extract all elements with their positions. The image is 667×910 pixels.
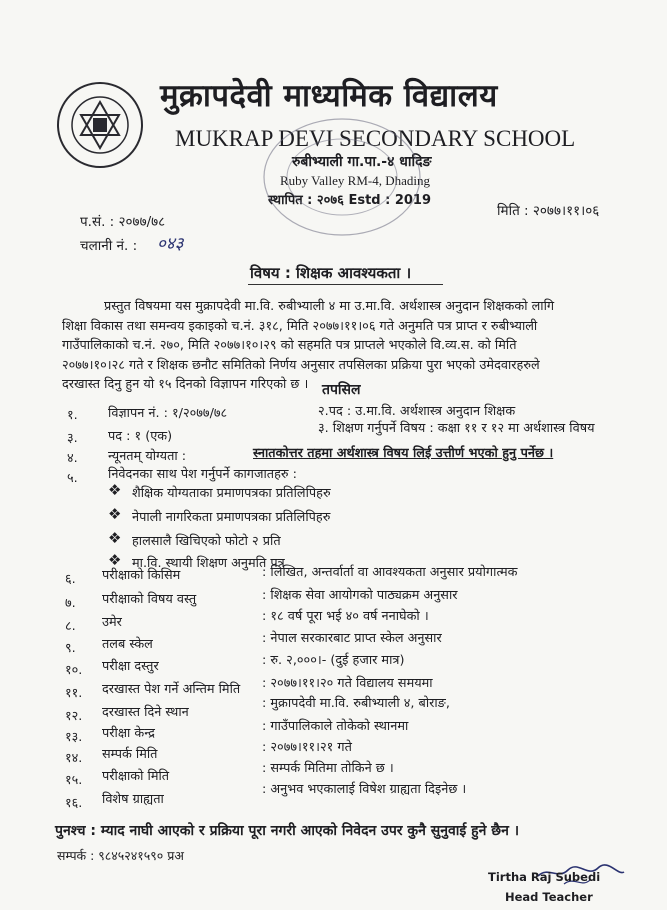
detail-value: : लिखित, अन्तर्वार्ता वा आवश्यकता अनुसार प्रयोगात्मक bbox=[262, 565, 518, 580]
detail-value: : सम्पर्क मितिमा तोकिने छ । bbox=[262, 761, 394, 776]
reference-number: प.सं. : २०७७/७८ bbox=[80, 214, 166, 230]
detail-value: : गाउँपालिकाले तोकेको स्थानमा bbox=[262, 719, 409, 734]
item-label: न्यूनतम् योग्यता : bbox=[108, 449, 187, 464]
item-value: २.पद : उ.मा.वि. अर्थशास्त्र अनुदान शिक्षक bbox=[318, 404, 516, 419]
detail-value: : १८ वर्ष पूरा भई ४० वर्ष ननाघेको । bbox=[262, 609, 429, 624]
item-number: १. bbox=[67, 408, 78, 423]
document-item: मा.वि. स्थायी शिक्षण अनुमति पत्र bbox=[132, 556, 285, 571]
detail-number: १०. bbox=[65, 663, 83, 678]
detail-number: ६. bbox=[65, 572, 76, 587]
bullet-icon: ❖ bbox=[108, 551, 122, 569]
item-value-highlight: स्नातकोत्तर तहमा अर्थशास्त्र विषय लिई उत्तीर्ण भएको हुनु पर्नेछ । bbox=[253, 446, 554, 461]
detail-number: १३. bbox=[65, 730, 83, 745]
detail-number: १६. bbox=[65, 796, 83, 811]
document-item: हालसालै खिचिएको फोटो २ प्रति bbox=[132, 534, 281, 549]
detail-label: दरखास्त पेश गर्ने अन्तिम मिति bbox=[102, 682, 241, 697]
item-value: ३. शिक्षण गर्नुपर्ने विषय : कक्षा ११ र १२ मा अर्थशास्त्र विषय bbox=[318, 421, 595, 436]
paragraph-line: प्रस्तुत विषयमा यस मुक्रापदेवी मा.वि. रुबीभ्याली ४ मा उ.मा.वि. अर्थशास्त्र अनुदान शिक्षकको लागि bbox=[104, 299, 555, 314]
detail-label: विशेष ग्राह्यता bbox=[102, 792, 164, 807]
detail-value: : अनुभव भएकालाई विषेश ग्राह्यता दिइनेछ । bbox=[262, 782, 467, 797]
letter-date: मिति : २०७७।११।०६ bbox=[497, 203, 600, 219]
detail-label: परीक्षाको विषय वस्तु bbox=[102, 592, 197, 607]
item-number: ३. bbox=[67, 431, 78, 446]
detail-value: : नेपाल सरकारबाट प्राप्त स्केल अनुसार bbox=[262, 631, 442, 646]
item-label: विज्ञापन नं. : १/२०७७/७८ bbox=[108, 406, 228, 421]
detail-number: ८. bbox=[65, 619, 76, 634]
detail-label: परीक्षाको किसिम bbox=[102, 568, 181, 583]
paragraph-line: शिक्षा विकास तथा समन्वय इकाइको च.नं. ३१८, मिति २०७७।११।०६ गते अनुमति पत्र प्राप्त र रुबीभ्याली bbox=[62, 318, 538, 334]
detail-label: परीक्षा केन्द्र bbox=[102, 726, 155, 741]
item-label: पद : १ (एक) bbox=[108, 429, 173, 444]
bullet-icon: ❖ bbox=[108, 529, 122, 547]
detail-label: उमेर bbox=[102, 615, 122, 630]
item-label: निवेदनका साथ पेश गर्नुपर्ने कागजातहरु : bbox=[108, 467, 297, 482]
official-stamp bbox=[252, 112, 432, 242]
detail-label: दरखास्त दिने स्थान bbox=[102, 705, 189, 720]
school-logo-seal bbox=[55, 80, 145, 170]
school-address-nepali: रुबीभ्याली गा.पा.-४ धादिङ bbox=[292, 154, 432, 170]
established-year: स्थापित : २०७६ Estd : 2019 bbox=[268, 193, 432, 208]
item-number: ५. bbox=[67, 471, 78, 486]
detail-number: ७. bbox=[65, 596, 76, 611]
detail-value: : २०७७।११।२० गते विद्यालय समयमा bbox=[262, 676, 433, 691]
detail-number: १४. bbox=[65, 751, 83, 766]
item-number: ४. bbox=[67, 451, 78, 466]
subject-underline bbox=[248, 284, 443, 285]
detail-value: : रु. २,०००।- (दुई हजार मात्र) bbox=[262, 653, 405, 668]
detail-label: परीक्षा दस्तुर bbox=[102, 659, 159, 674]
detail-value: : २०७७।११।२१ गते bbox=[262, 740, 352, 755]
detail-label: सम्पर्क मिति bbox=[102, 747, 158, 762]
detail-label: परीक्षाको मिति bbox=[102, 769, 170, 784]
paragraph-line: २०७७।१०।२८ गते र शिक्षक छनौट समितिको निर्णय अनुसार तपसिलका प्रक्रिया पुरा भएको उमेदवारहरुले bbox=[62, 357, 540, 373]
signatory-name: Tirtha Raj Subedi bbox=[488, 870, 601, 884]
detail-number: ९. bbox=[65, 641, 76, 656]
paragraph-line: दरखास्त दिनु हुन यो १५ दिनको विज्ञापन गरिएको छ । bbox=[62, 377, 309, 392]
body-paragraph bbox=[62, 297, 644, 395]
document-item: नेपाली नागरिकता प्रमाणपत्रका प्रतिलिपिहरु bbox=[132, 510, 331, 525]
detail-number: १२. bbox=[65, 709, 83, 724]
signatory-title: Head Teacher bbox=[505, 890, 593, 904]
dispatch-number: ०४३ bbox=[157, 234, 184, 254]
school-address-english: Ruby Valley RM-4, Dhading bbox=[280, 173, 430, 188]
detail-value: : मुक्रापदेवी मा.वि. रुबीभ्याली ४, बोराङ, bbox=[262, 696, 450, 711]
postscript-note: पुनश्च : म्याद नाघी आएको र प्रक्रिया पूरा नगरी आएको निवेदन उपर कुनै सुनुवाई हुने छैन । bbox=[55, 823, 520, 839]
contact-number: सम्पर्क : ९८४५२४१५९० प्रअ bbox=[57, 848, 184, 863]
bullet-icon: ❖ bbox=[108, 505, 122, 523]
school-name-english: MUKRAP DEVI SECONDARY SCHOOL bbox=[175, 126, 576, 151]
detail-number: ११. bbox=[65, 686, 83, 701]
detail-number: १५. bbox=[65, 773, 83, 788]
details-heading: तपसिल bbox=[322, 382, 361, 398]
letter-subject: विषय : शिक्षक आवश्यकता । bbox=[250, 264, 412, 282]
detail-value: : शिक्षक सेवा आयोगको पाठ्यक्रम अनुसार bbox=[262, 588, 458, 603]
dispatch-label: चलानी नं. : bbox=[80, 238, 138, 254]
school-name-nepali: मुक्रापदेवी माध्यमिक विद्यालय bbox=[160, 78, 498, 114]
detail-label: तलब स्केल bbox=[102, 637, 153, 652]
bullet-icon: ❖ bbox=[108, 481, 122, 499]
paragraph-line: गाउँपालिकाको च.नं. २७०, मिति २०७७।१०।२९ को सहमति पत्र प्राप्तले भएकोले वि.व्य.स. को मिति bbox=[62, 338, 517, 353]
document-item: शैक्षिक योग्यताका प्रमाणपत्रका प्रतिलिपिहरु bbox=[132, 486, 331, 501]
